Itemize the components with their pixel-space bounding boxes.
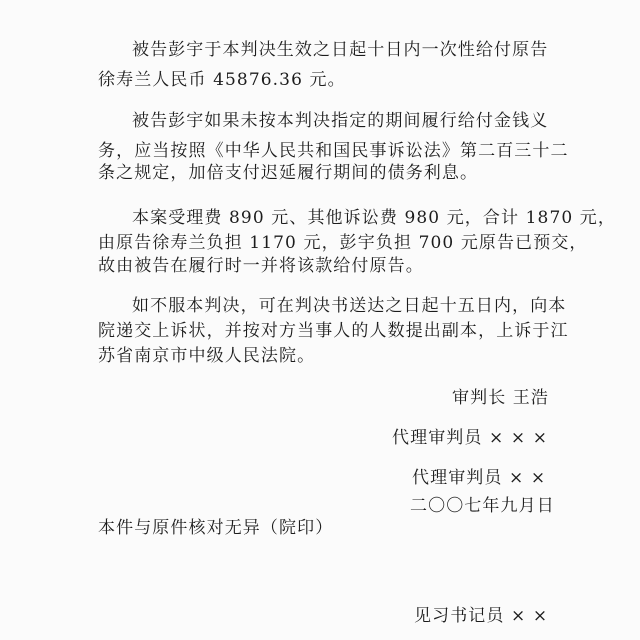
- text-line: 条之规定，加倍支付迟延履行期间的债务利息。: [98, 163, 479, 183]
- judgment-date: 二〇〇七年九月日: [410, 496, 555, 516]
- text-line: 本案受理费 890 元、其他诉讼费 980 元，合计 1870 元，: [132, 208, 616, 228]
- text-line: 被告彭宇于本判决生效之日起十日内一次性给付原告: [132, 40, 549, 60]
- text-line: 由原告徐寿兰负担 1170 元，彭宇负担 700 元原告已预交，: [98, 233, 588, 253]
- certification-note: 本件与原件核对无异（院印）: [98, 518, 334, 538]
- text-line: 苏省南京市中级人民法院。: [98, 346, 316, 366]
- presiding-judge: 审判长 王浩: [452, 388, 550, 408]
- text-line: 院递交上诉状，并按对方当事人的人数提出副本，上诉于江: [98, 321, 569, 341]
- text-line: 故由被告在履行时一并将该款给付原告。: [98, 256, 424, 276]
- text-line: 如不服本判决，可在判决书送达之日起十五日内，向本: [132, 296, 567, 316]
- acting-judge-2: 代理审判员 × ×: [412, 468, 547, 488]
- text-line: 务，应当按照《中华人民共和国民事诉讼法》第二百三十二: [98, 141, 569, 161]
- text-line: 徐寿兰人民币 45876.36 元。: [98, 70, 346, 90]
- acting-judge-1: 代理审判员 × × ×: [392, 428, 549, 448]
- clerk: 见习书记员 × ×: [414, 606, 549, 626]
- text-line: 被告彭宇如果未按本判决指定的期间履行给付金钱义: [132, 111, 549, 131]
